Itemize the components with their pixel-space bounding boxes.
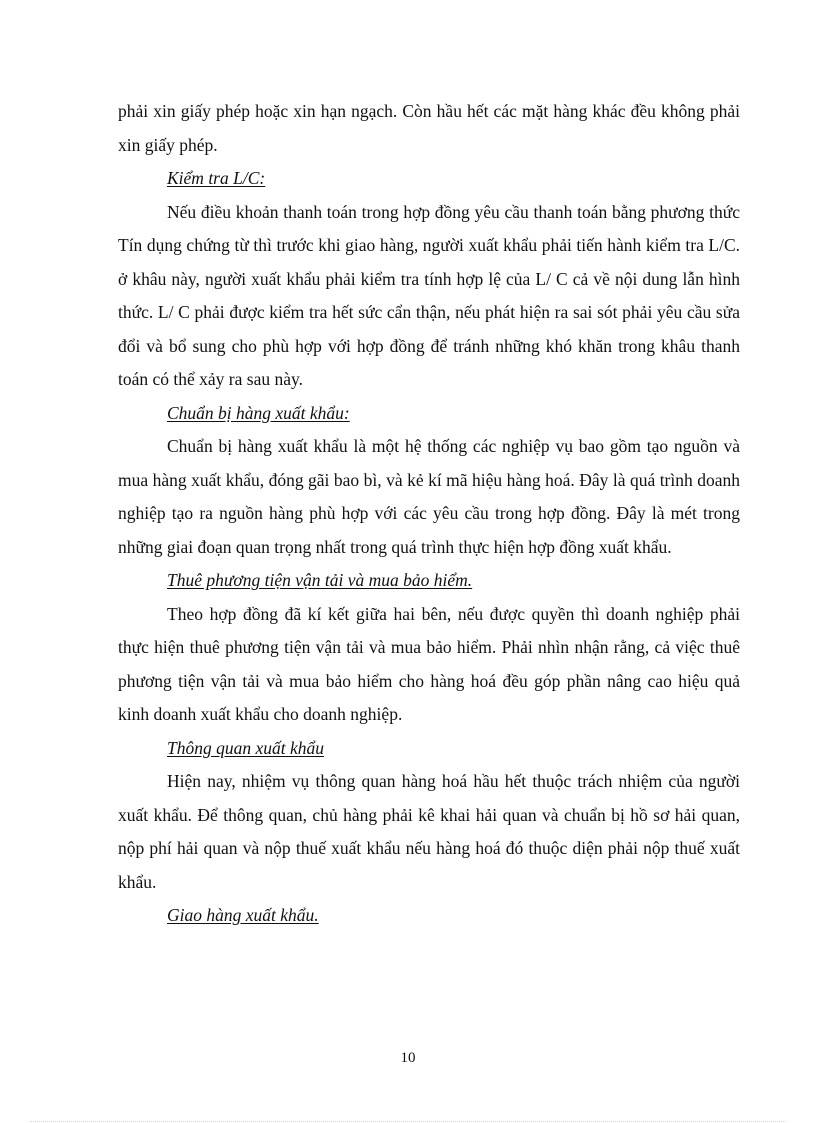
heading-lc-check: Kiểm tra L/C: xyxy=(167,168,266,188)
heading-transport-insurance: Thuê phương tiện vận tải và mua bảo hiểm. xyxy=(167,570,473,590)
document-body xyxy=(118,95,740,933)
heading-customs-clearance: Thông quan xuất khẩu xyxy=(167,737,325,758)
page-number: 10 xyxy=(400,1050,416,1066)
heading-goods-preparation: Chuẩn bị hàng xuất khẩu: xyxy=(167,402,350,423)
paragraph-goods-preparation: Chuẩn bị hàng xuất khẩu là một hệ thống các nghiệp vụ bao gồm tạo nguồn và mua hàng xuất khẩu, đóng gãi bao bì, và kẻ kí mã hiệu hàng hoá. Đây là quá trình doanh nghiệp tạo ra nguồn hàng phù hợp với các yêu cầu trong hợp đồng. Đây là mét trong những giai đoạn quan trọng nhất trong quá trình thực hiện hợp đồng xuất khẩu. xyxy=(118,436,740,557)
paragraph-customs-clearance: Hiện nay, nhiệm vụ thông quan hàng hoá hầu hết thuộc trách nhiệm của người xuất khẩu. Để thông quan, chủ hàng phải kê khai hải quan và chuẩn bị hồ sơ hải quan, nộp phí hải quan và nộp thuế xuất khẩu nếu hàng hoá đó thuộc diện phải nộp thuế xuất khẩu. xyxy=(118,771,740,892)
paragraph-transport-insurance: Theo hợp đồng đã kí kết giữa hai bên, nếu được quyền thì doanh nghiệp phải thực hiện thuê phương tiện vận tải và mua bảo hiểm. Phải nhìn nhận rằng, cả việc thuê phương tiện vận tải và mua bảo hiểm cho hàng hoá đều góp phần nâng cao hiệu quả kinh doanh xuất khẩu cho doanh nghiệp. xyxy=(118,603,740,724)
paragraph-lc-check: Nếu điều khoản thanh toán trong hợp đồng yêu cầu thanh toán bằng phương thức Tín dụng chứng từ thì trước khi giao hàng, người xuất khẩu phải tiến hành kiểm tra L/C. ở khâu này, người xuất khẩu phải kiểm tra tính hợp lệ của L/ C cả về nội dung lẫn hình thức. L/ C phải được kiểm tra hết sức cẩn thận, nếu phát hiện ra sai sót phải yêu cầu sửa đổi và bổ sung cho phù hợp với hợp đồng để tránh những khó khăn trong khâu thanh toán có thể xảy ra sau này. xyxy=(118,201,740,389)
paragraph-continuation: phải xin giấy phép hoặc xin hạn ngạch. Còn hầu hết các mặt hàng khác đều không phải xin giấy phép. xyxy=(118,101,740,155)
page-bottom-divider xyxy=(30,1121,786,1122)
heading-export-delivery: Giao hàng xuất khẩu. xyxy=(167,905,319,925)
